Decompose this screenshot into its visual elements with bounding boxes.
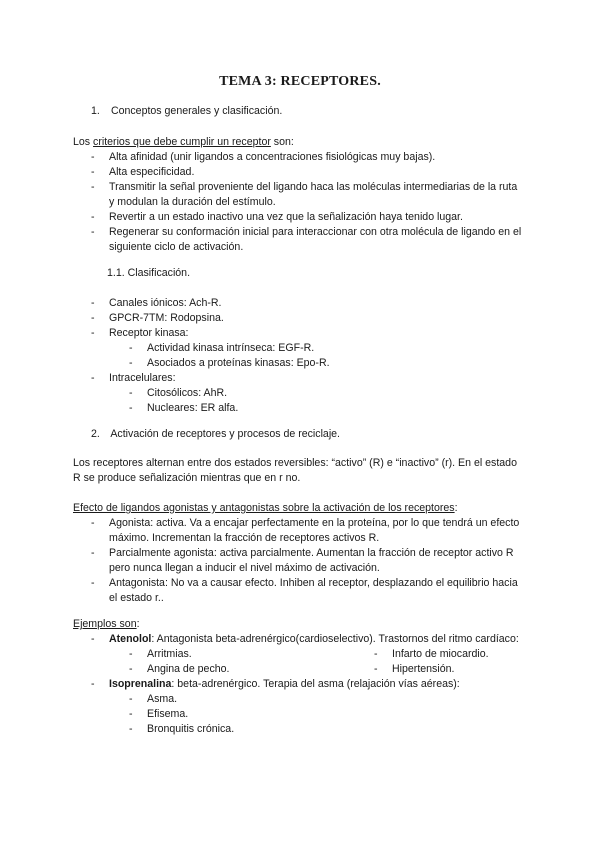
- list-item: [91, 296, 523, 311]
- list-item: [91, 546, 523, 576]
- drug-name-atenolol: Atenolol: [109, 633, 152, 645]
- dash-bullet: -: [91, 633, 95, 645]
- list-item: [91, 576, 523, 606]
- dash-bullet: -: [374, 648, 378, 660]
- list-item: [91, 311, 523, 326]
- list-item-text: Receptor kinasa:: [109, 327, 189, 339]
- atenolol-indications: [109, 647, 523, 677]
- list-item: [91, 180, 523, 210]
- section-1-label: Conceptos generales y clasificación.: [110, 105, 283, 117]
- list-item-text: Asma.: [147, 693, 178, 705]
- dash-bullet: -: [91, 226, 95, 238]
- list-item-text: Bronquitis crónica.: [147, 723, 235, 735]
- list-item-text: Alta afinidad (unir ligandos a concentraciones fisiológicas muy bajas).: [109, 151, 436, 163]
- dash-bullet: -: [129, 693, 133, 705]
- dash-bullet: -: [91, 211, 95, 223]
- list-item: [129, 356, 523, 371]
- list-item-text: Regenerar su conformación inicial para interaccionar con otra molécula de ligando en el siguiente ciclo de activación.: [109, 226, 522, 253]
- dash-bullet: -: [129, 708, 133, 720]
- list-item: [91, 210, 523, 225]
- dash-bullet: -: [129, 387, 133, 399]
- list-item: [91, 371, 523, 416]
- effects-heading-text: Efecto de ligandos agonistas y antagonistas sobre la activación de los receptores: [73, 502, 455, 514]
- section-2-number: 2.: [91, 428, 100, 440]
- list-item-text: Infarto de miocardio.: [392, 648, 489, 660]
- dash-bullet: -: [374, 663, 378, 675]
- list-item-text: Nucleares: ER alfa.: [147, 402, 239, 414]
- atenolol-list-left: [129, 647, 374, 677]
- list-item-text: Alta especificidad.: [109, 166, 195, 178]
- list-item: [129, 341, 523, 356]
- list-item-text: Hipertensión.: [392, 663, 455, 675]
- list-item: [129, 722, 523, 737]
- section-1-number: 1.: [91, 105, 100, 117]
- examples-heading-colon: :: [136, 618, 140, 630]
- dash-bullet: -: [91, 577, 95, 589]
- dash-bullet: -: [129, 648, 133, 660]
- subsection-heading: 1.1. Clasificación.: [107, 267, 191, 279]
- list-item: [91, 165, 523, 180]
- dash-bullet: -: [129, 357, 133, 369]
- dash-bullet: -: [91, 327, 95, 339]
- dash-bullet: -: [129, 342, 133, 354]
- list-item: [129, 401, 523, 416]
- dash-bullet: -: [91, 517, 95, 529]
- classification-list: [91, 296, 523, 416]
- isoprenalina-list: [129, 692, 523, 737]
- section-2-label: Activación de receptores y procesos de reciclaje.: [110, 428, 341, 440]
- criteria-prefix: Los: [73, 136, 94, 148]
- effects-heading-colon: :: [454, 502, 458, 514]
- list-item: [129, 662, 374, 677]
- list-item: [129, 386, 523, 401]
- list-item-text: Agonista: activa. Va a encajar perfectamente en la proteína, por lo que tendrá un efecto máximo. Incrementan la fracción de receptores activos R.: [109, 517, 520, 544]
- section-2-heading: [91, 427, 340, 442]
- atenolol-list-right: [374, 647, 489, 677]
- list-item: [374, 647, 489, 662]
- list-item-text: Angina de pecho.: [147, 663, 230, 675]
- list-item-text: Actividad kinasa intrínseca: EGF-R.: [147, 342, 315, 354]
- dash-bullet: -: [91, 547, 95, 559]
- list-item: [91, 516, 523, 546]
- examples-heading: [73, 617, 523, 632]
- list-item: [374, 662, 489, 677]
- criteria-underlined: criterios que debe cumplir un receptor: [93, 136, 271, 148]
- dash-bullet: -: [91, 297, 95, 309]
- effects-list: [91, 516, 523, 606]
- list-item-text: Antagonista: No va a causar efecto. Inhiben al receptor, desplazando el equilibrio hacia el estado r..: [109, 577, 518, 604]
- list-item: [129, 692, 523, 707]
- list-item: [91, 632, 523, 677]
- list-item: [129, 647, 374, 662]
- list-item-text: Efisema.: [147, 708, 189, 720]
- list-item-text: Arritmias.: [147, 648, 192, 660]
- dash-bullet: -: [91, 166, 95, 178]
- kinasa-sublist: [129, 341, 523, 371]
- states-paragraph: Los receptores alternan entre dos estados reversibles: “activo” (R) e “inactivo” (r). En el estado R se produce señalización mientras que en r no.: [73, 457, 517, 484]
- list-item-text: GPCR-7TM: Rodopsina.: [109, 312, 224, 324]
- criteria-list: [91, 150, 523, 255]
- list-item-text: Transmitir la señal proveniente del ligando haca las moléculas intermediarias de la ruta y modulan la duración del estímulo.: [109, 181, 518, 208]
- list-item: [91, 677, 523, 737]
- list-item-text: Asociados a proteínas kinasas: Epo-R.: [147, 357, 330, 369]
- drug-name-isoprenalina: Isoprenalina: [109, 678, 172, 690]
- page-title: TEMA 3: RECEPTORES.: [219, 74, 381, 89]
- criteria-suffix: son:: [270, 136, 294, 148]
- examples-heading-text: Ejemplos son: [73, 618, 137, 630]
- list-item: [91, 150, 523, 165]
- list-item: [129, 707, 523, 722]
- dash-bullet: -: [91, 372, 95, 384]
- list-item: [91, 225, 523, 255]
- atenolol-description: : Antagonista beta-adrenérgico(cardioselectivo). Trastornos del ritmo cardíaco:: [151, 633, 519, 645]
- list-item-text: Revertir a un estado inactivo una vez que la señalización haya tenido lugar.: [109, 211, 463, 223]
- list-item-text: Parcialmente agonista: activa parcialmente. Aumentan la fracción de receptor activo R pero nunca llegan a inducir el nivel máximo de activación.: [109, 547, 514, 574]
- intracelulares-sublist: [129, 386, 523, 416]
- section-1-heading: [91, 104, 282, 119]
- isoprenalina-description: : beta-adrenérgico. Terapia del asma (relajación vías aéreas):: [171, 678, 460, 690]
- dash-bullet: -: [129, 663, 133, 675]
- list-item-text: Canales iónicos: Ach-R.: [109, 297, 222, 309]
- dash-bullet: -: [129, 723, 133, 735]
- list-item: [91, 326, 523, 371]
- dash-bullet: -: [91, 312, 95, 324]
- dash-bullet: -: [91, 151, 95, 163]
- criteria-intro: [73, 135, 523, 150]
- dash-bullet: -: [91, 181, 95, 193]
- examples-list: [91, 632, 523, 737]
- effects-heading: [73, 501, 523, 516]
- dash-bullet: -: [129, 402, 133, 414]
- dash-bullet: -: [91, 678, 95, 690]
- list-item-text: Intracelulares:: [109, 372, 176, 384]
- list-item-text: Citosólicos: AhR.: [147, 387, 228, 399]
